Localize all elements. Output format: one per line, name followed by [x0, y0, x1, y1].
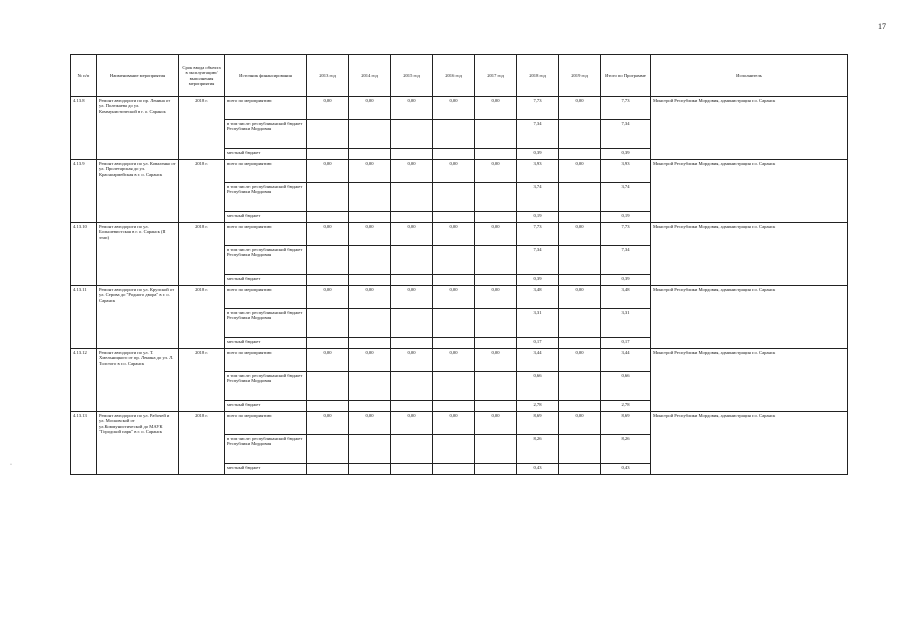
value-2019: 0,00: [559, 412, 601, 435]
value-2014: 0,00: [349, 223, 391, 246]
source-all: всего по мероприятию:: [225, 412, 307, 435]
value-2014: 0,00: [349, 286, 391, 309]
term: 2018 г.: [179, 412, 225, 475]
value-total: 7,73: [601, 223, 651, 246]
value-2013: 0,00: [307, 412, 349, 435]
measure-name: Ремонт автодороги по ул. Т. Хмельницкого от пр. Ленина до ул. Л. Толстого в г.о. Саранск: [97, 349, 179, 412]
header-cell: 2017 год: [475, 55, 517, 97]
value-2018: 7,34: [517, 120, 559, 149]
executor: Минстрой Республики Мордовия, администрация г.о. Саранск: [651, 349, 848, 412]
value-2015: 0,00: [391, 97, 433, 120]
value-2014: 0,00: [349, 97, 391, 120]
header-cell: 2015 год: [391, 55, 433, 97]
value-total: 3,48: [601, 286, 651, 309]
source-republic: в том числе: республиканский бюджет Республики Мордовия: [225, 372, 307, 401]
executor: Минстрой Республики Мордовия, администрация г.о. Саранск: [651, 97, 848, 160]
source-all: всего по мероприятию:: [225, 160, 307, 183]
row-number: 4.13.11: [71, 286, 97, 349]
measure-name: Ремонт автодороги по ул. Рабочей и ул. Московской от ул.Коммунистической до МАУК "Городской парк" в г. о. Саранск: [97, 412, 179, 475]
measure-name: Ремонт автодороги по ул. Коваленко от ул. Пролетарская до ул. Красноармейская в г. о. Саранск: [97, 160, 179, 223]
row-number: 4.13.13: [71, 412, 97, 475]
header-cell: Срок ввода объекта в эксплуатацию/ выполнения мероприятия: [179, 55, 225, 97]
header-cell: Источник финансирования: [225, 55, 307, 97]
value-2013: 0,00: [307, 160, 349, 183]
term: 2018 г.: [179, 349, 225, 412]
value-total: 7,34: [601, 120, 651, 149]
value-2019: 0,00: [559, 97, 601, 120]
value-2018: 3,44: [517, 349, 559, 372]
value-total: 0,43: [601, 464, 651, 475]
source-local: местный бюджет: [225, 212, 307, 223]
value-2016: 0,00: [433, 286, 475, 309]
value-2019: 0,00: [559, 349, 601, 372]
source-republic: в том числе: республиканский бюджет Республики Мордовия: [225, 309, 307, 338]
source-republic: в том числе: республиканский бюджет Республики Мордовия: [225, 246, 307, 275]
value-total: 0,66: [601, 372, 651, 401]
value-2018: 0,19: [517, 212, 559, 223]
table-row: [71, 97, 848, 120]
value-2018: 7,73: [517, 97, 559, 120]
source-local: местный бюджет: [225, 275, 307, 286]
value-2017: 0,00: [475, 160, 517, 183]
value-2017: 0,00: [475, 97, 517, 120]
term: 2018 г.: [179, 160, 225, 223]
value-2018: 0,39: [517, 275, 559, 286]
source-local: местный бюджет: [225, 338, 307, 349]
header-cell: № п/п: [71, 55, 97, 97]
row-number: 4.13.9: [71, 160, 97, 223]
source-all: всего по мероприятию:: [225, 223, 307, 246]
value-2019: 0,00: [559, 286, 601, 309]
term: 2018 г.: [179, 97, 225, 160]
source-republic: в том числе: республиканский бюджет Республики Мордовия: [225, 435, 307, 464]
value-2018: 3,48: [517, 286, 559, 309]
measure-name: Ремонт автодороги по пр. Ленина от ул. Полежаева до ул. Коммунистической в г. о. Саранск: [97, 97, 179, 160]
value-total: 0,17: [601, 338, 651, 349]
value-2018: 0,66: [517, 372, 559, 401]
term: 2018 г.: [179, 286, 225, 349]
term: 2018 г.: [179, 223, 225, 286]
value-2016: 0,00: [433, 160, 475, 183]
table-row: [71, 286, 848, 309]
header-cell: 2014 год: [349, 55, 391, 97]
measure-name: Ремонт автодороги по ул. Большевистская в г. о. Саранск (II этап): [97, 223, 179, 286]
value-2019: 0,00: [559, 160, 601, 183]
value-2014: 0,00: [349, 349, 391, 372]
value-total: 3,31: [601, 309, 651, 338]
executor: Минстрой Республики Мордовия, администрация г.о. Саранск: [651, 160, 848, 223]
value-total: 7,34: [601, 246, 651, 275]
executor: Минстрой Республики Мордовия, администрация г.о. Саранск: [651, 286, 848, 349]
page-number: 17: [878, 22, 886, 31]
table-row: [71, 349, 848, 372]
source-all: всего по мероприятию:: [225, 349, 307, 372]
source-local: местный бюджет: [225, 464, 307, 475]
value-2016: 0,00: [433, 223, 475, 246]
table-row: [71, 160, 848, 183]
source-all: всего по мероприятию:: [225, 286, 307, 309]
value-2013: 0,00: [307, 97, 349, 120]
source-local: местный бюджет: [225, 149, 307, 160]
value-total: 0,19: [601, 212, 651, 223]
source-republic: в том числе: республиканский бюджет Республики Мордовия: [225, 183, 307, 212]
value-2017: 0,00: [475, 223, 517, 246]
value-total: 3,93: [601, 160, 651, 183]
value-total: 0,39: [601, 275, 651, 286]
value-2017: 0,00: [475, 286, 517, 309]
value-2018: 7,34: [517, 246, 559, 275]
executor: Минстрой Республики Мордовия, администрация г.о. Саранск: [651, 412, 848, 475]
header-cell: 2013 год: [307, 55, 349, 97]
header-cell: Наименование мероприятия: [97, 55, 179, 97]
value-total: 3,74: [601, 183, 651, 212]
value-2018: 2,78: [517, 401, 559, 412]
header-cell: 2019 год: [559, 55, 601, 97]
value-total: 8,69: [601, 412, 651, 435]
table-row: [71, 412, 848, 435]
value-total: 2,78: [601, 401, 651, 412]
value-2016: 0,00: [433, 412, 475, 435]
value-2018: 3,93: [517, 160, 559, 183]
value-2013: 0,00: [307, 223, 349, 246]
value-2019: 0,00: [559, 223, 601, 246]
header-row: [71, 55, 848, 97]
value-2015: 0,00: [391, 412, 433, 435]
value-2016: 0,00: [433, 97, 475, 120]
value-2013: 0,00: [307, 349, 349, 372]
value-total: 7,73: [601, 97, 651, 120]
header-cell: Исполнитель: [651, 55, 848, 97]
program-table: [70, 54, 848, 475]
header-cell: 2018 год: [517, 55, 559, 97]
row-number: 4.13.12: [71, 349, 97, 412]
table-row: [71, 223, 848, 246]
value-2015: 0,00: [391, 223, 433, 246]
value-2018: 0,43: [517, 464, 559, 475]
value-2018: 3,74: [517, 183, 559, 212]
header-cell: Итого по Программе: [601, 55, 651, 97]
value-2017: 0,00: [475, 412, 517, 435]
value-2018: 7,73: [517, 223, 559, 246]
value-total: 3,44: [601, 349, 651, 372]
source-all: всего по мероприятию:: [225, 97, 307, 120]
value-2015: 0,00: [391, 160, 433, 183]
row-number: 4.13.10: [71, 223, 97, 286]
value-2015: 0,00: [391, 286, 433, 309]
scan-mark: ·: [10, 462, 12, 468]
row-number: 4.13.8: [71, 97, 97, 160]
source-republic: в том числе: республиканский бюджет Республики Мордовия: [225, 120, 307, 149]
value-2013: 0,00: [307, 286, 349, 309]
value-2014: 0,00: [349, 412, 391, 435]
source-local: местный бюджет: [225, 401, 307, 412]
value-2014: 0,00: [349, 160, 391, 183]
value-2018: 8,26: [517, 435, 559, 464]
value-2016: 0,00: [433, 349, 475, 372]
executor: Минстрой Республики Мордовия, администрация г.о. Саранск: [651, 223, 848, 286]
value-2018: 0,39: [517, 149, 559, 160]
value-total: 0,39: [601, 149, 651, 160]
value-total: 8,26: [601, 435, 651, 464]
value-2015: 0,00: [391, 349, 433, 372]
value-2018: 3,31: [517, 309, 559, 338]
measure-name: Ремонт автодороги по ул. Крупской от ул. Серова до "Родного двора" в г. о. Саранск: [97, 286, 179, 349]
value-2018: 8,69: [517, 412, 559, 435]
value-2017: 0,00: [475, 349, 517, 372]
header-cell: 2016 год: [433, 55, 475, 97]
value-2018: 0,17: [517, 338, 559, 349]
